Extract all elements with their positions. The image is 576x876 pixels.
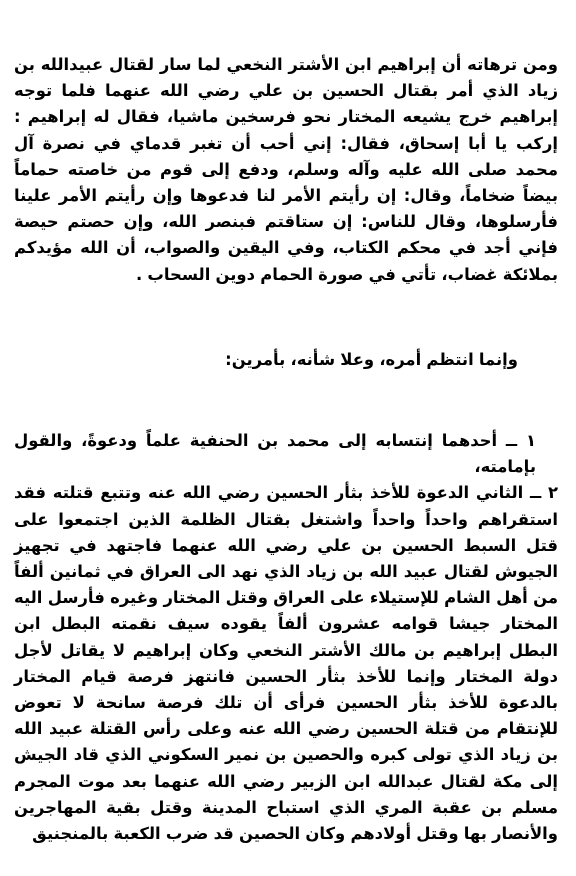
list-item-first-matter: ١ ــ أحدهما إنتسابه إلى محمد بن الحنفية علماً ودعوةً، والقول بإمامته، (14, 431, 536, 477)
paragraph-two-matters-intro: وإنما انتظم أمره، وعلا شأنه، بأمرين: (225, 349, 518, 369)
document-page (14, 52, 558, 847)
list-item-second-matter: ٢ ــ الثاني الدعوة للأخذ بثأر الحسين رضي الله عنه وتتبع قتلته فقد استقراهم واحداً واحداً واشتغل بقتال الظلمة الذين اجتمعوا على قتل السبط الحسين بن علي رضي الله عنهما فاجتهد في تجهيز الجيوش لقتال عبيد الله بن زياد الذي نهد الى العراق في ثمانين ألفاً من أهل الشام للإستيلاء على العراق وقتل المختار وغيره فأرسل اليه المختار جيشا قوامه عشرون ألفاً يقوده سيف نقمته البطل ابن البطل إبراهيم بن مالك الأشتر النخعي وكان إبراهيم لا يقاتل لأجل دولة المختار وإنما للأخذ بثأر الحسين فانتهز فرصة قيام المختار بالدعوة للأخذ بثأر الحسين فرأى أن تلك فرصة سانحة لا تعوض للإنتقام من قتلة الحسين رضي الله عنه وعلى رأس القتلة عبيد الله بن زياد الذي تولى كبره والحصين بن نمير السكوني الذي قاد الجيش إلى مكة لقتال عبدالله ابن الزبير رضي الله عنهما بعد موت المجرم مسلم بن عقبة المري الذي استباح المدينة وقتل بقية المهاجرين والأنصار بها وقتل أولادهم وكان الحصين قد ضرب الكعبة بالمنجنيق (14, 483, 558, 844)
paragraph-ibn-al-ashtar-story: ومن ترهاته أن إبراهيم ابن الأشتر النخعي لما سار لقتال عبيدالله بن زياد الذي أمر بقتال الحسين بن علي رضي الله عنهما فلما توجه إبراهيم خرج يشيعه المختار نحو فرسخين ماشيا، فقال له إبراهيم : إركب يا أبا إسحاق، فقال: إني أحب أن تغبر قدماي في نصرة آل محمد صلى الله عليه وآله وسلم، ودفع إلى قوم من خاصته حماماً بيضاً ضخاماً، وقال: إن رأيتم الأمر لنا فدعوها وإن رأيتم الأمر علينا فأرسلوها، وقال للناس: إن ستاقتم فبنصر الله، وإن حصتم حيصة فإني أجد في محكم الكتاب، وفي اليقين والصواب، أن الله مؤيدكم بملائكة غضاب، تأتي في صورة الحمام دوين السحاب . (14, 55, 558, 284)
